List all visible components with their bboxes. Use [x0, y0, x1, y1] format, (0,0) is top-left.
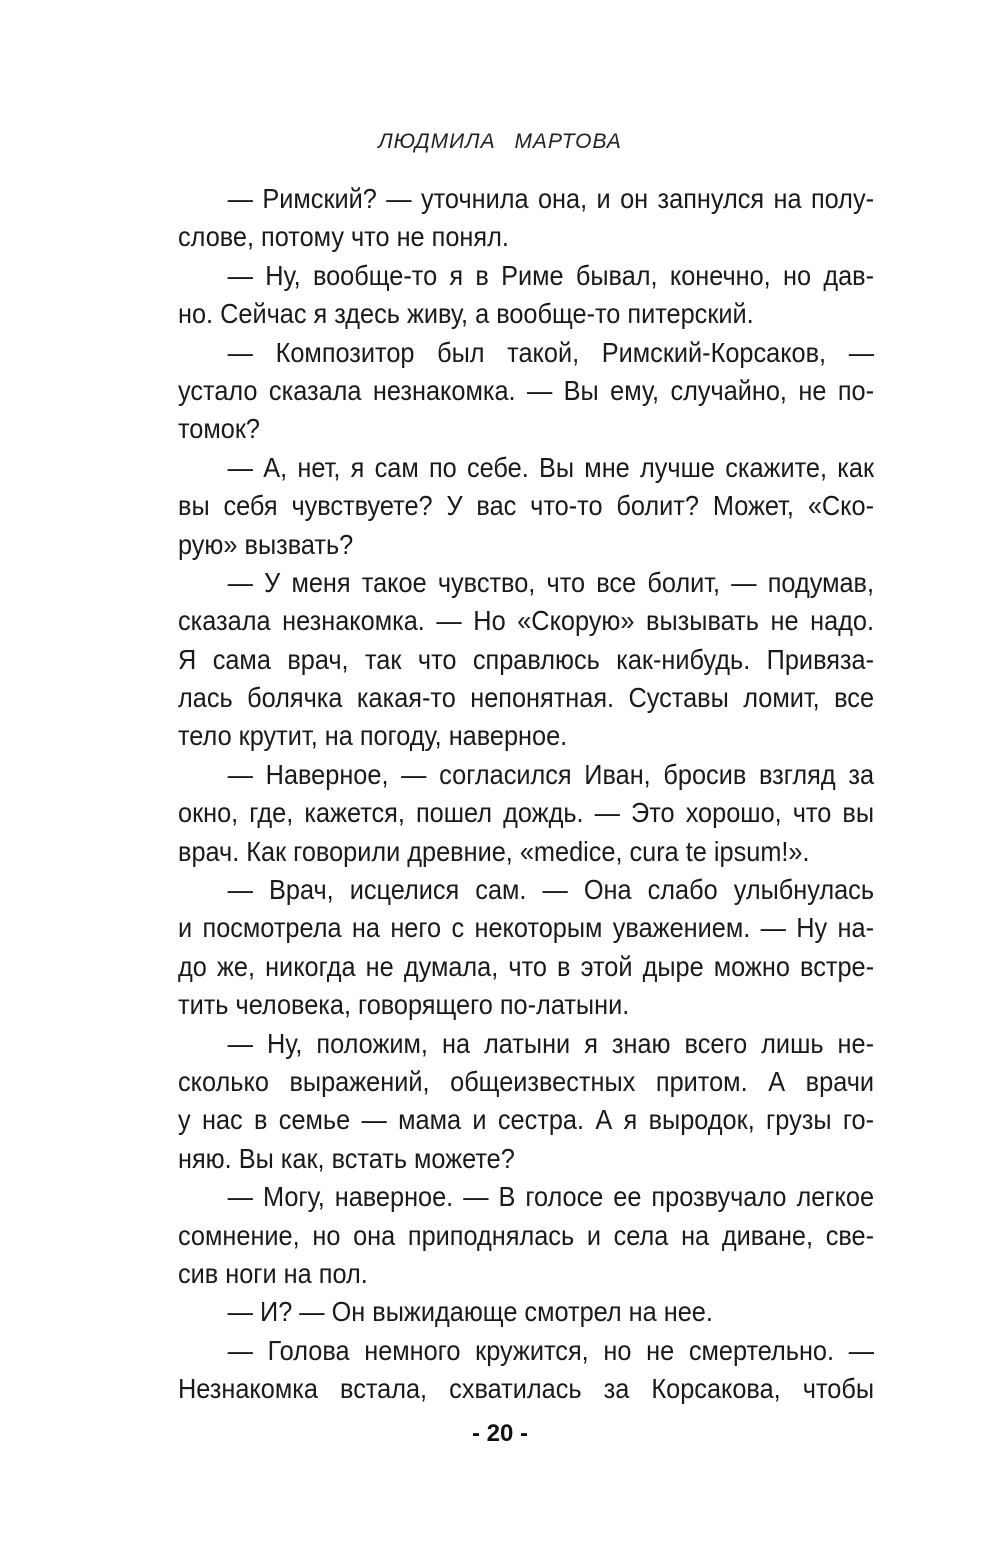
- text-line: — Голова немного кружится, но не смертельно. —: [227, 1334, 875, 1366]
- paragraph: [178, 1025, 874, 1179]
- text-line: няю. Вы как, встать можете?: [178, 1142, 515, 1174]
- text-line: — У меня такое чувство, что все болит, — подумав,: [227, 566, 875, 598]
- text-line: — А, нет, я сам по себе. Вы мне лучше скажите, как: [227, 451, 875, 483]
- body-text: [178, 180, 874, 1409]
- paragraph: [178, 564, 874, 756]
- text-line: Незнакомка встала, схватилась за Корсакова, чтобы: [178, 1373, 875, 1405]
- text-line: — Могу, наверное. — В голосе ее прозвучало легкое: [227, 1181, 875, 1213]
- text-line: у нас в семье — мама и сестра. А я выродок, грузы го-: [178, 1104, 875, 1136]
- running-head-author-first: ЛЮДМИЛА: [378, 130, 496, 153]
- text-line: лась болячка какая-то непонятная. Суставы ломит, все: [178, 682, 875, 714]
- text-line: устало сказала незнакомка. — Вы ему, случайно, не по-: [178, 374, 875, 406]
- text-line: сколько выражений, общеизвестных притом. А врачи: [178, 1065, 875, 1097]
- page-number: - 20 -: [471, 1420, 528, 1447]
- text-line: до же, никогда не думала, что в этой дыре можно встре-: [178, 950, 875, 982]
- text-line: — Римский? — уточнила она, и он запнулся на полу-: [227, 183, 875, 214]
- text-line: врач. Как говорили древние, «medice, cura te ipsum!».: [178, 835, 810, 867]
- text-line: — Композитор был такой, Римский-Корсаков, —: [227, 336, 875, 368]
- paragraph: [178, 756, 874, 871]
- text-line: томок?: [178, 413, 260, 445]
- paragraph: [178, 1332, 874, 1409]
- paragraph: [178, 334, 874, 449]
- text-line: вы себя чувствуете? У вас что-то болит? Может, «Ско-: [178, 490, 875, 522]
- text-line: — Наверное, — согласился Иван, бросив взгляд за: [227, 758, 875, 790]
- text-line: сказала незнакомка. — Но «Скорую» вызывать не надо.: [178, 605, 875, 637]
- text-line: — Ну, вообще-то я в Риме бывал, конечно, но дав-: [227, 259, 875, 291]
- paragraph: [178, 180, 874, 257]
- paragraph: [178, 449, 874, 564]
- text-line: — Ну, положим, на латыни я знаю всего лишь не-: [227, 1027, 875, 1059]
- paragraph: [178, 1178, 874, 1293]
- text-line: — И? — Он выжидающе смотрел на нее.: [227, 1296, 713, 1328]
- text-line: сив ноги на пол.: [178, 1257, 368, 1289]
- text-line: слове, потому что не понял.: [178, 221, 509, 253]
- text-line: тить человека, говорящего по-латыни.: [178, 989, 630, 1021]
- text-line: — Врач, исцелися сам. — Она слабо улыбнулась: [227, 874, 875, 906]
- running-head-author-last: МАРТОВА: [514, 130, 622, 153]
- paragraph: [178, 257, 874, 334]
- paragraph: [178, 1293, 874, 1331]
- paragraph: [178, 871, 874, 1025]
- text-line: рую» вызвать?: [178, 528, 354, 560]
- text-line: Я сама врач, так что справлюсь как-нибудь. Привяза-: [178, 643, 875, 675]
- text-line: окно, где, кажется, пошел дождь. — Это хорошо, что вы: [178, 797, 875, 829]
- text-line: сомнение, но она приподнялась и села на диване, све-: [178, 1219, 875, 1251]
- running-head: [0, 130, 1000, 154]
- text-line: тело крутит, на погоду, наверное.: [178, 720, 568, 752]
- text-line: и посмотрела на него с некоторым уважением. — Ну на-: [178, 912, 875, 944]
- text-line: но. Сейчас я здесь живу, а вообще-то питерский.: [178, 298, 754, 330]
